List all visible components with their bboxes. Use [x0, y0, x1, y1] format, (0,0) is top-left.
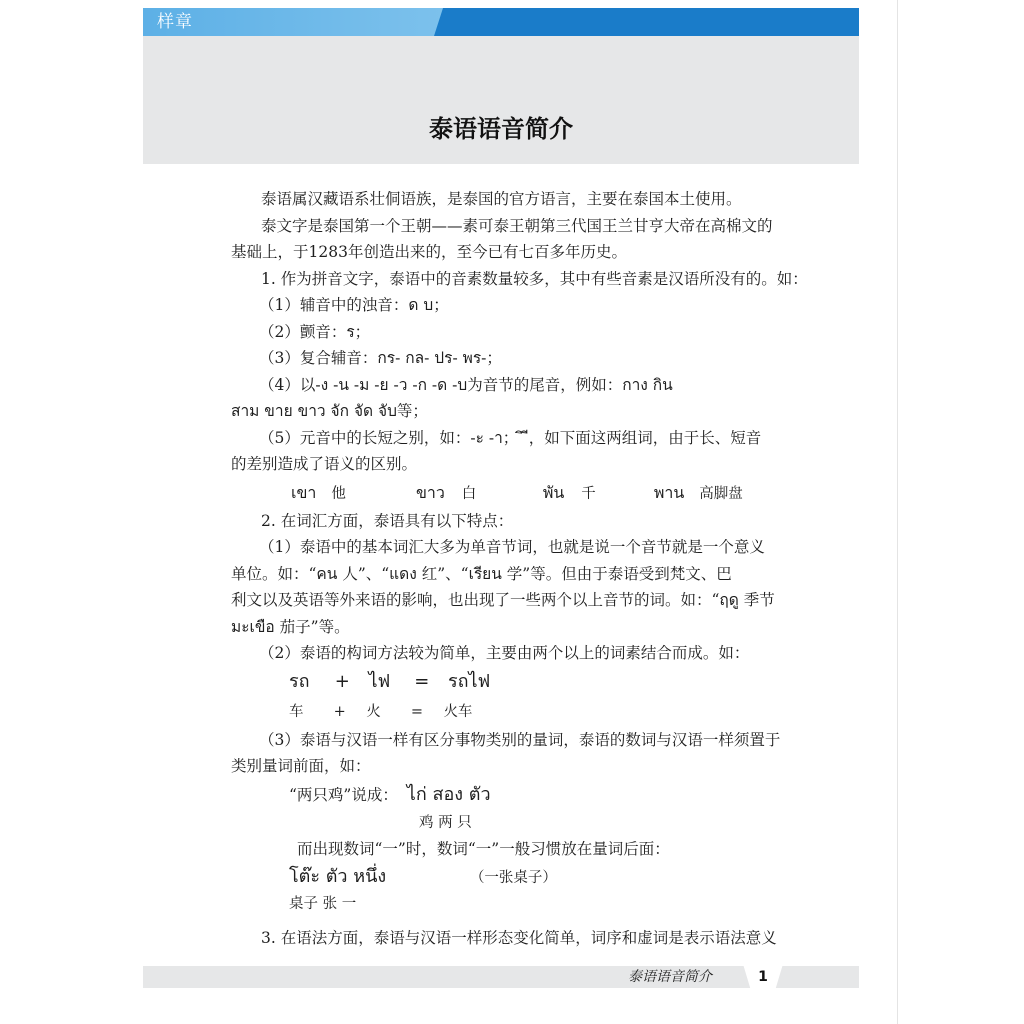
- header-banner: [143, 8, 859, 36]
- thai-phrase: โต๊ะ ตัว หนึ่ง: [289, 865, 387, 887]
- example-word: [291, 478, 411, 509]
- thai-word: ขาว: [415, 482, 445, 502]
- compound-operator: +: [334, 670, 350, 692]
- viewer-edge-line: [897, 0, 898, 1024]
- chinese-gloss: 高脚盘: [699, 485, 743, 502]
- page-title: 泰语语音简介: [429, 114, 573, 143]
- compound-operator: +: [333, 703, 346, 720]
- chinese-gloss: 他: [331, 485, 346, 502]
- list-item-continued: มะเขือ 茄子”等。: [231, 617, 350, 636]
- page-footer: [143, 966, 859, 988]
- classifier-example: [231, 780, 791, 810]
- list-item: （1）泰语中的基本词汇大多为单音节词，也就是说一个音节就是一个意义: [259, 538, 765, 556]
- classifier-example: [231, 863, 791, 891]
- list-item-continued: 的差别造成了语义的区别。: [231, 455, 418, 473]
- paragraph: 泰语属汉藏语系壮侗语族，是泰国的官方语言，主要在泰国本土使用。: [261, 190, 742, 208]
- paragraph: 泰文字是泰国第一个王朝——素可泰王朝第三代国王兰甘亨大帝在高棉文的: [261, 216, 773, 235]
- running-title: 泰语语音简介: [628, 969, 712, 985]
- thai-word: พาน: [653, 482, 685, 502]
- body-text: [231, 186, 808, 952]
- compound-chinese-row: [231, 697, 791, 727]
- page-number: 1: [758, 969, 768, 985]
- list-item: （1）辅音中的浊音：ด บ；: [259, 296, 449, 314]
- example-word: [543, 478, 649, 509]
- example-label: “两只鸡”说成：: [289, 785, 398, 804]
- section-heading: 3. 在语法方面，泰语与汉语一样形态变化简单，词序和虚词是表示语法意义: [261, 929, 777, 947]
- example-word: [654, 478, 743, 509]
- compound-part: ไฟ: [368, 670, 391, 692]
- translation-note: （一张桌子）: [469, 869, 557, 886]
- compound-result: รถไฟ: [447, 670, 491, 692]
- compound-part: 车: [289, 703, 304, 720]
- compound-part: 火: [366, 703, 381, 720]
- compound-operator: =: [414, 670, 430, 692]
- chinese-gloss-row: 鸡 两 只: [419, 814, 472, 831]
- compound-operator: =: [410, 703, 423, 720]
- chinese-gloss: 千: [581, 485, 596, 502]
- chinese-gloss-row: 桌子 张 一: [289, 895, 357, 912]
- compound-thai-row: [231, 667, 791, 697]
- list-item-continued: 利文以及英语等外来语的影响，也出现了一些两个以上音节的词。如：“ฤดู 季节: [231, 591, 775, 609]
- list-item-continued: สาม ขาย ขาว จัก จัด จับ等；: [231, 402, 428, 420]
- compound-result: 火车: [443, 703, 473, 720]
- list-item: （3）泰语与汉语一样有区分事物类别的量词，泰语的数词与汉语一样须置于: [259, 730, 781, 749]
- sample-chapter-label: 样章: [157, 12, 193, 32]
- list-item: （5）元音中的长短之别，如：-ะ -า； ิ ี，如下面这两组词，由于长、短音: [259, 428, 762, 447]
- list-item-continued: 单位。如：“คน 人”、“แดง 红”、“เรียน 学”等。但由于泰语受到梵文、巴: [231, 564, 732, 583]
- example-word: [416, 478, 538, 509]
- list-item-continued: 类别量词前面，如：: [231, 757, 371, 775]
- list-item: （4）以-ง -น -ม -ย -ว -ก -ด -บ为音节的尾音，例如：กาง กิน: [259, 375, 673, 394]
- thai-phrase: ไก่ สอง ตัว: [406, 783, 491, 805]
- paragraph: 而出现数词“一”时，数词“一”一般习惯放在量词后面：: [297, 840, 670, 858]
- paragraph: 基础上，于1283年创造出来的，至今已有七百多年历史。: [231, 243, 627, 261]
- list-item: （2）颤音：ร；: [259, 322, 371, 341]
- chinese-gloss: 白: [461, 485, 477, 502]
- list-item: （3）复合辅音：กร- กล- ปร- พร-；: [259, 349, 502, 367]
- list-item: （2）泰语的构词方法较为简单，主要由两个以上的词素结合而成。如：: [259, 644, 750, 662]
- section-heading: 2. 在词汇方面，泰语具有以下特点：: [261, 511, 514, 530]
- example-word-row: [231, 478, 791, 508]
- thai-word: พัน: [542, 482, 565, 502]
- section-heading: 1. 作为拼音文字，泰语中的音素数量较多，其中有些音素是汉语所没有的。如：: [261, 269, 808, 288]
- book-page: [143, 0, 859, 1024]
- compound-part: รถ: [289, 670, 310, 692]
- thai-word: เขา: [291, 482, 317, 502]
